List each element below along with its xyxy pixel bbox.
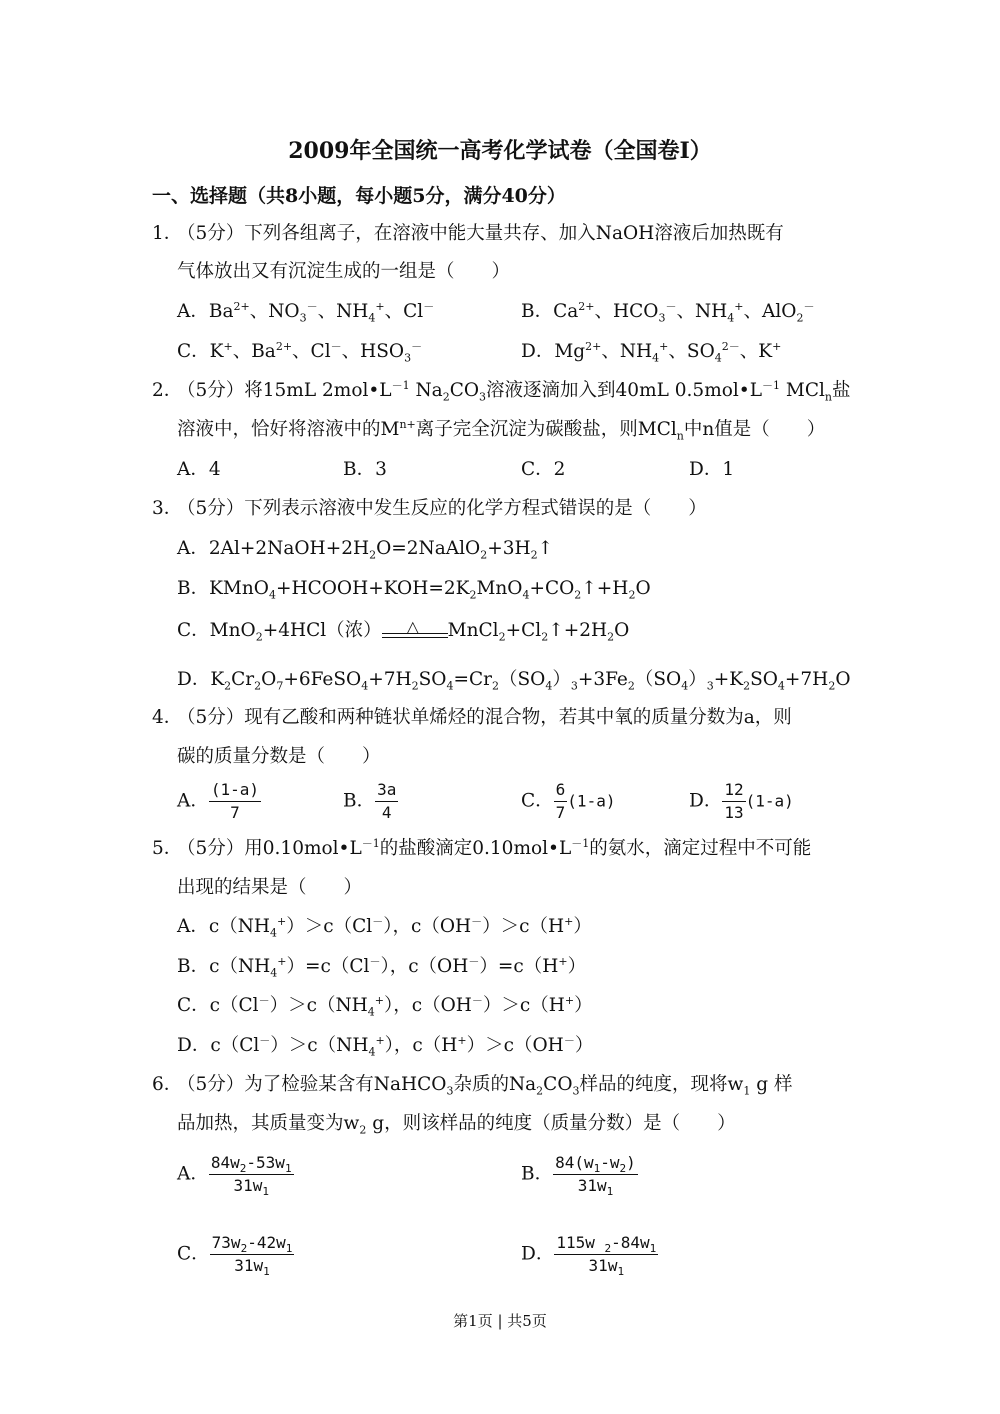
q4-option-a-label: A． bbox=[177, 790, 209, 812]
question-6-text-line2: 品加热，其质量变为$w_2$ g，则该样品的纯度（质量分数）是（ ） bbox=[177, 1113, 736, 1137]
q4-option-d-tail: (1-a) bbox=[745, 791, 794, 811]
q2-option-c: C．2 bbox=[521, 459, 566, 480]
q1-option-c: C．K+、$Ba^{2+}$、Cl－、$HSO_3^-$ bbox=[177, 339, 423, 365]
q6-option-b-label: B． bbox=[521, 1163, 554, 1185]
q3-option-c: C．MnO$_2$+4HCl（浓） △ $MnCl_2+Cl_2↑+2H_2O$ bbox=[177, 617, 630, 644]
q4-option-d-label: D． bbox=[689, 790, 723, 812]
section-heading: 一、选择题（共8小题，每小题5分，满分40分） bbox=[152, 185, 566, 207]
q1-option-a: A．$Ba^{2+}$、$NO_3^-$、$NH_4^+$、Cl－ bbox=[177, 299, 435, 325]
fraction-numerator: 6 bbox=[554, 780, 568, 802]
fraction-denominator: 7 bbox=[230, 803, 240, 822]
question-number-3: 3． bbox=[152, 498, 183, 519]
question-3-text-line1: （5分）下列表示溶液中发生反应的化学方程式错误的是（ ） bbox=[177, 498, 707, 519]
question-1-text-line2: 气体放出又有沉淀生成的一组是（ ） bbox=[177, 261, 511, 282]
question-4-text-line2: 碳的质量分数是（ ） bbox=[177, 746, 381, 767]
fraction-numerator: 3a bbox=[375, 780, 398, 802]
question-1-text-line1: （5分）下列各组离子，在溶液中能大量共存、加入NaOH溶液后加热既有 bbox=[177, 223, 784, 244]
heating-equals-sign: △ bbox=[382, 619, 448, 643]
q4-option-c-tail: (1-a) bbox=[567, 791, 616, 811]
q3-option-d: D．$K_2Cr_2O_7+6FeSO_4+7H_2SO_4=Cr_2(SO_4)_3+3Fe_2(SO_4)_3+K_2SO_4+7H_2O$ bbox=[177, 669, 851, 693]
question-number-5: 5． bbox=[152, 838, 183, 859]
question-number-4: 4． bbox=[152, 707, 183, 728]
page-title: 2009年全国统一高考化学试卷（全国卷I） bbox=[288, 138, 712, 164]
fraction-denominator: 7 bbox=[555, 803, 566, 822]
q1-option-d: D．$Mg^{2+}$、$NH_4^+$、$SO_4^{2-}$、K+ bbox=[521, 339, 782, 365]
q4-option-a-fraction bbox=[209, 780, 261, 823]
question-4-text-line1: （5分）现有乙酸和两种链状单烯烃的混合物，若其中氧的质量分数为a，则 bbox=[177, 707, 792, 728]
q2-option-b: B．3 bbox=[343, 459, 387, 480]
question-6-text-line2-tail: ，则该样品的纯度（质量分数）是（ ） bbox=[384, 1113, 736, 1134]
q2-option-a: A．4 bbox=[177, 459, 221, 480]
q4-option-c-fraction bbox=[554, 780, 568, 823]
q5-option-b: B．$c(NH_4^+)=c(Cl^-)$，c（OH－）=c（H+） bbox=[177, 954, 587, 980]
q6-option-b bbox=[521, 1153, 638, 1199]
q3-option-b: B．$KMnO_4+HCOOH+KOH=2K_2MnO_4+CO_2↑+H_2O$ bbox=[177, 578, 651, 602]
q6-option-a-label: A． bbox=[177, 1163, 209, 1185]
q4-option-a bbox=[177, 780, 261, 823]
q6-option-a-fraction: $\frac{84w_2-53w_1}{31w_1}$ bbox=[210, 1153, 292, 1199]
q6-option-b-fraction: $\frac{84(w_1-w_2)}{31w_1}$ bbox=[555, 1153, 636, 1199]
question-5-text-line2: 出现的结果是（ ） bbox=[177, 877, 363, 898]
q6-option-d-label: D． bbox=[521, 1243, 555, 1265]
q5-option-d: D．$c(Cl^-)>c(NH_4^+)$，c（H+）＞c（OH－） bbox=[177, 1033, 594, 1059]
fraction-denominator: 4 bbox=[381, 803, 392, 822]
q6-option-c bbox=[177, 1233, 294, 1279]
question-number-2: 2． bbox=[152, 380, 183, 401]
question-2-text-line2: 溶液中，恰好将溶液中的$M^{n+}$离子完全沉淀为碳酸盐，则MCl$_n$中n值是（ ） bbox=[177, 417, 826, 443]
question-5-text-line1: （5分）用$0.10mol•L^{-1}$的盐酸滴定$0.10mol•L^{-1}$的氨水，滴定过程中不可能 bbox=[177, 836, 812, 859]
q6-option-c-fraction: $\frac{73w_2-42w_1}{31w_1}$ bbox=[211, 1233, 293, 1279]
question-number-6: 6． bbox=[152, 1074, 183, 1095]
question-2-text-line1: （5分）将15mL $2mol•L^{-1}$ $Na_2CO_3$溶液逐滴加入到40mL $0.5mol•L^{-1}$ MCl$_n$盐 bbox=[177, 378, 851, 404]
q6-option-d bbox=[521, 1233, 658, 1279]
q6-option-c-label: C． bbox=[177, 1243, 210, 1265]
question-number-1: 1． bbox=[152, 223, 183, 244]
page-footer: 第1页 | 共5页 bbox=[453, 1312, 547, 1330]
q5-option-c: C．$c(Cl^-)>c(NH_4^+)$，c（OH－）＞c（H+） bbox=[177, 993, 593, 1019]
q4-option-b-label: B． bbox=[343, 790, 376, 812]
question-6-text-line1: （5分）为了检验某含有NaHCO$_3$杂质的$Na_2CO_3$样品的纯度，现将$w_1$ g 样 bbox=[177, 1074, 793, 1098]
fraction-denominator: 13 bbox=[724, 803, 744, 822]
q4-option-d-fraction bbox=[722, 780, 745, 823]
q2-option-d: D．1 bbox=[689, 459, 735, 480]
q1-option-b: B．$Ca^{2+}$、$HCO_3^-$、$NH_4^+$、AlO$_2$－ bbox=[521, 299, 815, 325]
fraction-numerator: 12 bbox=[722, 780, 745, 802]
q4-option-b bbox=[343, 780, 398, 823]
q4-option-d bbox=[689, 780, 794, 823]
q6-option-a bbox=[177, 1153, 294, 1199]
q4-option-c bbox=[521, 780, 615, 823]
q4-option-c-label: C． bbox=[521, 790, 554, 812]
q3-option-a: A．$2Al+2NaOH+2H_2O=2NaAlO_2+3H_2↑$ bbox=[177, 538, 554, 562]
q4-option-b-fraction bbox=[375, 780, 398, 823]
q5-option-a: A．$c(NH_4^+)>c(Cl^-)$，c（OH－）＞c（H+） bbox=[177, 914, 592, 940]
q6-option-d-fraction: $\frac{115w _2-84w_1}{31w_1}$ bbox=[556, 1233, 657, 1279]
fraction-numerator: (1-a) bbox=[209, 780, 261, 802]
